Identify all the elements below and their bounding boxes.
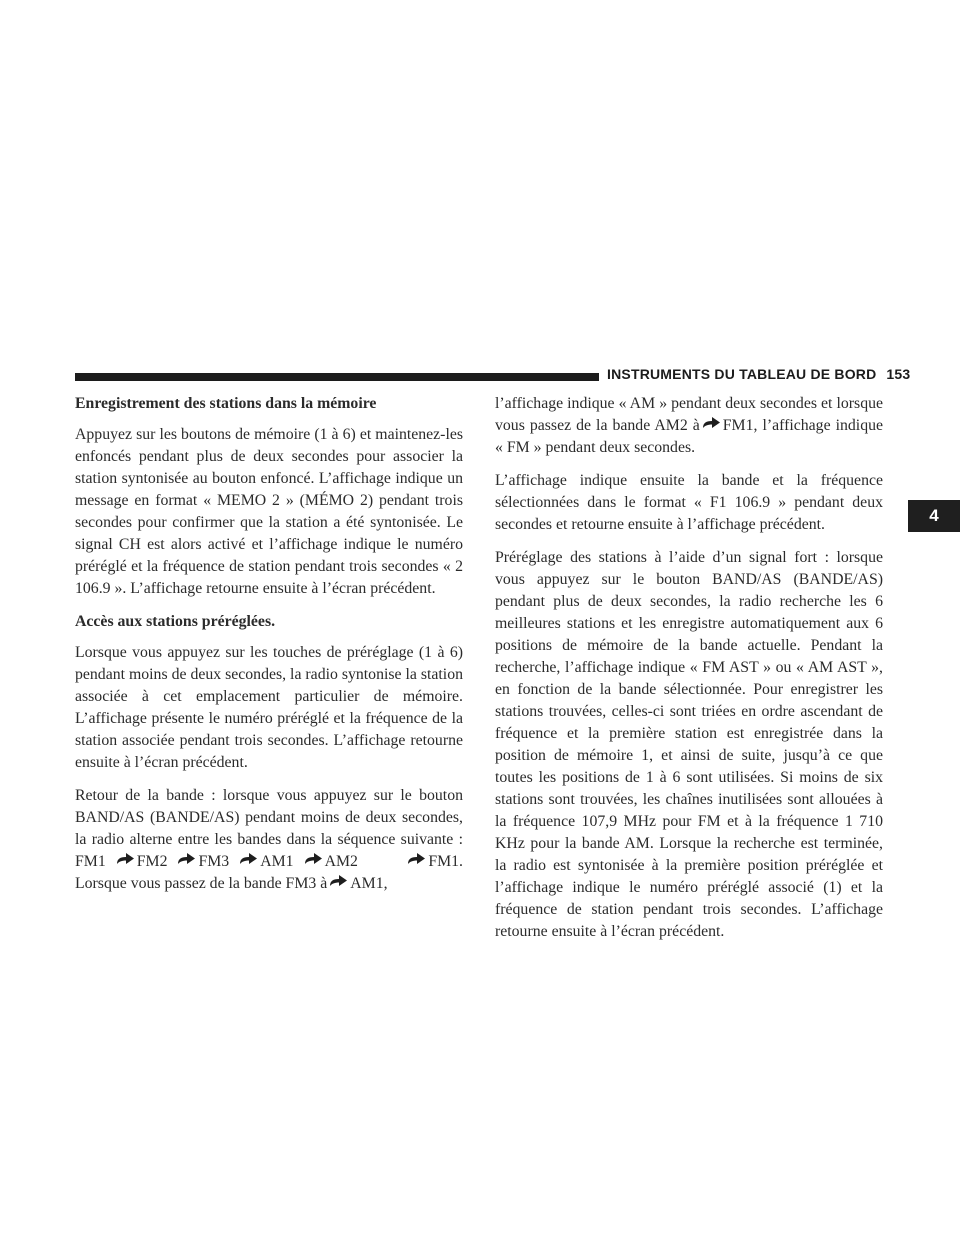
paragraph: [495, 393, 883, 459]
right-column: [495, 393, 883, 954]
paragraph: Lorsque vous appuyez sur les touches de préréglage (1 à 6) pendant moins de deux secondes, la radio syntonise la station associée à cet emplacement particulier de mémoire. L’affichage présente le numéro préréglé et la fréquence de la station associée pendant trois secondes. L’affichage retourne ensuite à l’écran précédent.: [75, 644, 463, 771]
band-sequence-intro: Retour de la bande : lorsque vous appuyez sur le bouton BAND/AS (BANDE/AS) pendant moins de deux secondes, la radio alterne entre les bandes dans la séquence suivante : FM1: [75, 787, 463, 870]
arrow-right-icon: [329, 875, 348, 887]
band-label: AM1,: [350, 875, 388, 892]
paragraph: Appuyez sur les boutons de mémoire (1 à 6) et maintenez-les enfoncés pendant plus de deux secondes pour associer la station syntonisée au bouton enfoncé. L’affichage indique un message en format « MEMO 2 » (MÉMO 2) pendant trois secondes pour confirmer que la station a été syntonisée. Le signal CH est alors activé et l’affichage indique le numéro préréglé et la fréquence de station pendant trois secondes « 2 106.9 ». L’affichage retourne ensuite à l’écran précédent.: [75, 426, 463, 597]
page-number: 153: [886, 366, 911, 382]
arrow-right-icon: [177, 853, 196, 865]
section-heading: Enregistrement des stations dans la mémoire: [75, 395, 377, 412]
paragraph: Préréglage des stations à l’aide d’un signal fort : lorsque vous appuyez sur le bouton BAND/AS (BANDE/AS) pendant plus de deux secondes, la radio recherche les 6 meilleures stations et les enregistre automatiquement aux 6 positions de mémoire de la bande actuelle. Pendant la recherche, l’affichage indique « FM AST » ou « AM AST », en fonction de la bande sélectionnée. Pour enregistrer les stations trouvées, celles-ci sont triées en ordre ascendant de fréquence et la première station est enregistrée dans la position de mémoire 1, et ainsi de suite, jusqu’à ce que toutes les positions de 1 à 6 sont utilisées. Si moins de six stations sont trouvées, les chaînes inutilisées sont allouées à la fréquence 107,9 MHz pour FM et à la fréquence 1 710 KHz pour la bande AM. Lorsque la recherche est terminée, la radio est syntonisée à la première position préréglée et l’affichage indique le numéro préréglé associé (1) et la fréquence de station pendant trois secondes. L’affichage retourne ensuite à l’écran précédent.: [495, 549, 883, 940]
arrow-right-icon: [304, 853, 323, 865]
running-header: [607, 366, 911, 382]
paragraph-band-sequence: [75, 785, 463, 895]
chapter-tab: 4: [908, 500, 960, 532]
band-label: AM1: [260, 853, 294, 870]
arrow-right-icon: [239, 853, 258, 865]
left-column: [75, 393, 463, 906]
arrow-right-icon: [407, 853, 426, 865]
band-label: AM2: [324, 853, 358, 870]
section-title: INSTRUMENTS DU TABLEAU DE BORD: [607, 366, 877, 382]
arrow-right-icon: [702, 417, 721, 429]
paragraph: L’affichage indique ensuite la bande et la fréquence sélectionnées dans le format « F1 106.9 » pendant deux secondes et retourne ensuite à l’affichage précédent.: [495, 472, 883, 533]
band-label: FM2: [136, 853, 168, 870]
band-label: FM3: [198, 853, 230, 870]
header-rule: [75, 373, 599, 381]
continued-text: l’affichage indique « AM » pendant deux secondes et lorsque vous passez de la bande AM2 à: [495, 395, 883, 434]
band-text: FM1. Lorsque vous passez de la bande FM3 à: [75, 853, 463, 892]
section-heading: Accès aux stations préréglées.: [75, 613, 276, 630]
arrow-right-icon: [116, 853, 135, 865]
continued-text: FM1, l’affichage indique « FM » pendant deux secondes.: [495, 417, 883, 456]
